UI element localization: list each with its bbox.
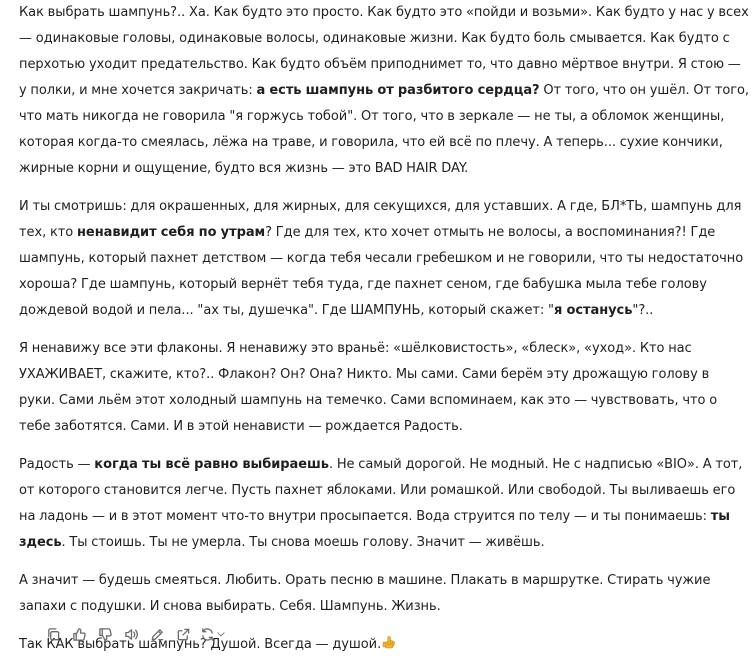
bold-text: ненавидит себя по утрам [77, 225, 266, 240]
text-run: А значит — будешь смеяться. Любить. Орать песню в машине. Плакать в маршрутке. Стирать чужие запахи с подушки. И снова выбирать. Себя. Шампунь. Жизнь. [19, 573, 711, 614]
edit-icon [150, 627, 165, 642]
text-run: ? Где для тех, кто хочет отмыть не волосы, а воспоминания?! Где шампунь, который пахнет детством — когда тебя чесали гребешком и не говорили, что ты недостаточно хороша? Где шампунь, который вернёт тебя туда, где пахнет сеном, где бабушка мыла тебе голову дождевой водой и пела... "ах ты, душечка". Где ШАМПУНЬ, который скажет: " [19, 225, 744, 318]
thumbs-down-icon [98, 627, 113, 642]
text-run: От того, что он ушёл. От того, что мать никогда не говорила "я горжусь тобой". От того, что в зеркале — не ты, а обломок женщины, которая когда-то смеялась, лёжа на траве, и говорила, что ей всё по плечу. А теперь... сухие кончики, жирные корни и ощущение, будто вся жизнь — это BAD HAIR DAY. [19, 83, 750, 176]
message-paragraph [19, 0, 749, 182]
point-down-hand-icon [382, 636, 396, 651]
text-run: Я ненавижу все эти флаконы. Я ненавижу это враньё: «шёлковистость», «блеск», «уход». Кто нас УХАЖИВАЕТ, скажите, кто?.. Флакон? Он? Она? Никто. Мы сами. Сами берём эту дрожащую голову в руки. Сами льём этот холодный шампунь на темечко. Сами вспоминаем, как это — чувствовать, что о тебе заботятся. Сами. И в этой ненависти — рождается Радость. [19, 341, 718, 434]
text-run: Как выбрать шампунь?.. Ха. Как будто это просто. Как будто это «пойди и возьми». Как будто у нас у всех — одинаковые головы, одинаковые волосы, одинаковые жизни. Как будто боль смывается. Как будто с перхотью уходит предательство. Как будто объём приподнимет то, что давно мёртвое внутри. Я стою — у полки, и мне хочется закричать: [19, 5, 749, 98]
thumbs-up-icon [72, 627, 87, 642]
copy-icon [46, 627, 61, 642]
thumbs-up-button[interactable] [70, 625, 88, 643]
message-actions-toolbar [44, 624, 238, 644]
bold-text: когда ты всё равно выбираешь [94, 457, 329, 472]
bold-text: а есть шампунь от разбитого сердца? [256, 83, 540, 98]
message-paragraph [19, 336, 749, 440]
assistant-message [19, 0, 749, 670]
text-run: . Ты стоишь. Ты не умерла. Ты снова моешь голову. Значит — живёшь. [61, 535, 545, 550]
read-aloud-icon [124, 627, 139, 642]
text-run: . Не самый дорогой. Не модный. Не с надписью «BIO». А тот, от которого становится легче. Пусть пахнет яблоками. Или ромашкой. Или свободой. Ты выливаешь его на ладонь — и в этот момент что-то внутри просыпается. Вода струится по телу — и ты понимаешь: [19, 457, 743, 524]
bold-text: ты здесь [19, 509, 730, 550]
read-aloud-button[interactable] [122, 625, 140, 643]
message-paragraph [19, 452, 749, 556]
copy-button[interactable] [44, 625, 62, 643]
share-button[interactable] [174, 625, 192, 643]
chevron-down-icon [216, 629, 226, 639]
message-paragraph [19, 194, 749, 324]
edit-button[interactable] [148, 625, 166, 643]
thumbs-down-button[interactable] [96, 625, 114, 643]
regenerate-icon [200, 627, 215, 642]
text-run: И ты смотришь: для окрашенных, для жирных, для секущихся, для уставших. А где, БЛ*ТЬ, шампунь для тех, кто [19, 199, 742, 240]
bold-text: я останусь [553, 303, 633, 318]
share-icon [176, 627, 191, 642]
text-run: "?.. [632, 303, 654, 318]
regenerate-button[interactable] [200, 625, 230, 643]
text-run: Радость — [19, 457, 95, 472]
message-paragraph [19, 568, 749, 620]
text-run: Так КАК выбрать шампунь? Душой. Всегда — душой. [19, 637, 382, 652]
